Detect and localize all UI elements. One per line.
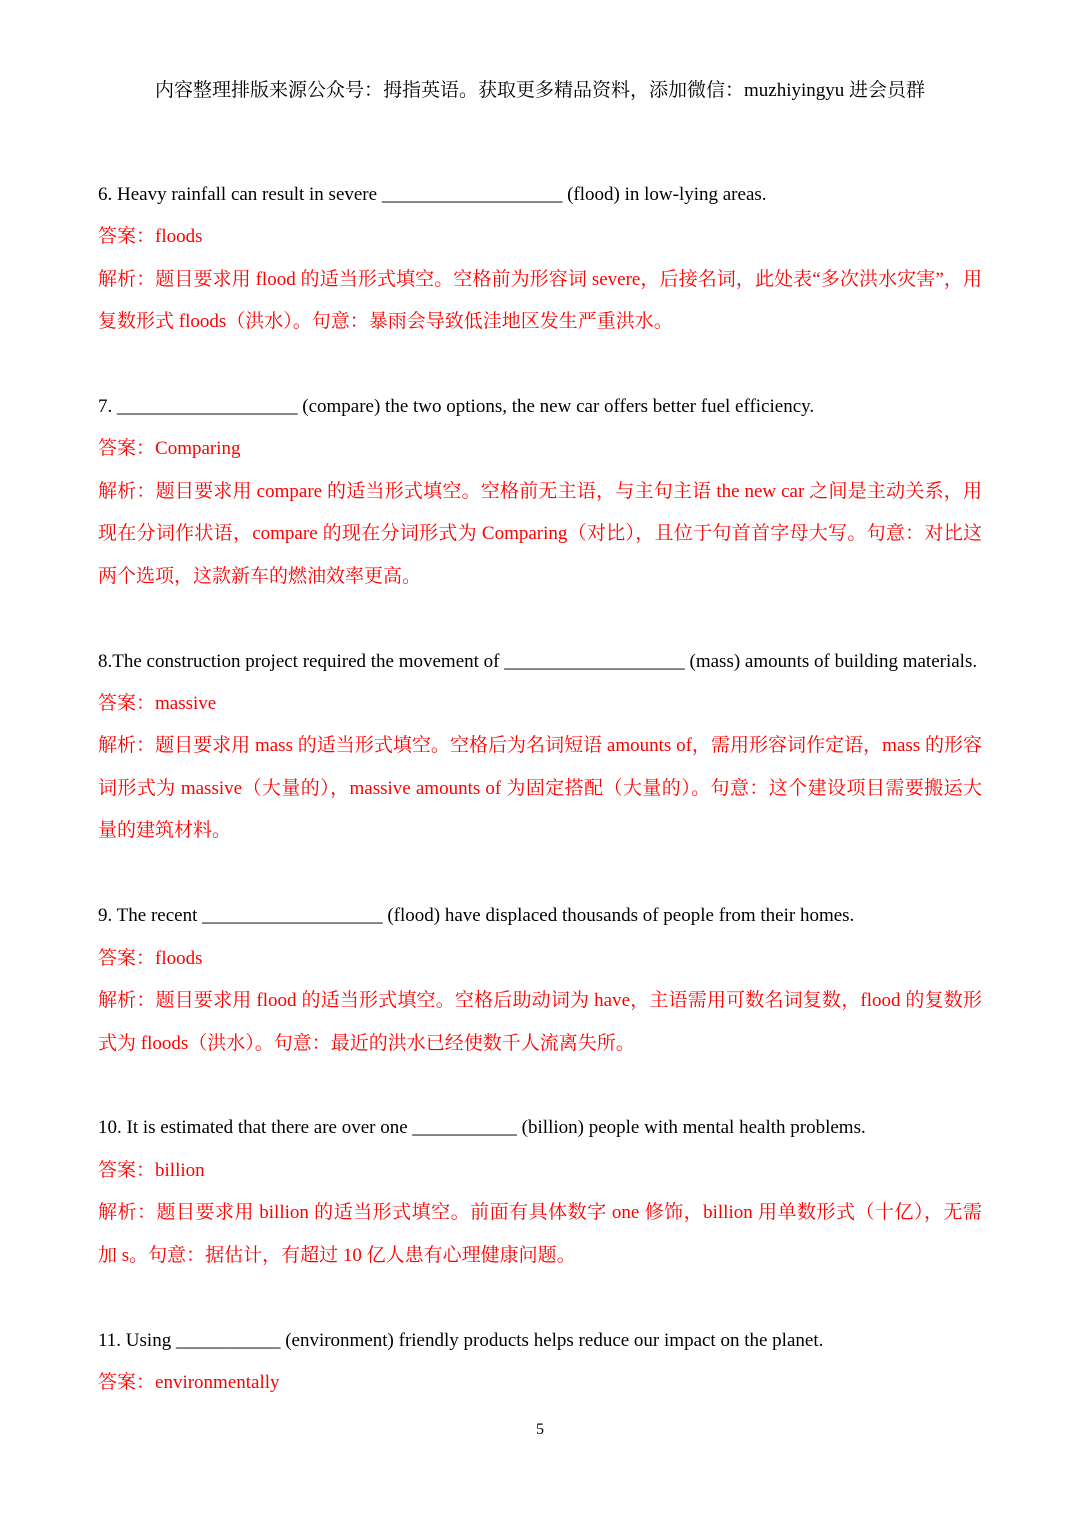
analysis-line: 解析：题目要求用 billion 的适当形式填空。前面有具体数字 one 修饰，billion 用单数形式（十亿），无需 — [98, 1202, 982, 1224]
answer-line — [98, 428, 982, 470]
analysis-line: 解析：题目要求用 flood 的适当形式填空。空格后助动词为 have，主语需用可数名词复数，flood 的复数形 — [98, 990, 982, 1012]
answer-label: 答案： — [98, 947, 156, 969]
analysis-line: 量的建筑材料。 — [98, 820, 232, 842]
answer-line — [98, 216, 982, 258]
answer-value: floods — [155, 226, 203, 248]
question-text: 7. ___________________ (compare) the two options, the new car offers better fuel efficiency. — [98, 395, 815, 417]
question-block-10 — [98, 1107, 982, 1277]
answer-value: floods — [155, 947, 203, 969]
answer-line — [98, 1150, 982, 1192]
question-block-9 — [98, 895, 982, 1065]
question-text: 10. It is estimated that there are over one ___________ (billion) people with mental health problems. — [98, 1117, 866, 1139]
question-block-7 — [98, 386, 982, 598]
answer-label: 答案： — [98, 693, 156, 715]
analysis-line: 解析：题目要求用 flood 的适当形式填空。空格前为形容词 severe，后接名词，此处表“多次洪水灾害”，用 — [98, 268, 982, 290]
analysis-line: 解析：题目要求用 compare 的适当形式填空。空格前无主语，与主句主语 the new car 之间是主动关系，用 — [98, 480, 982, 502]
exercise-list — [98, 174, 982, 1447]
answer-label: 答案： — [98, 226, 156, 248]
question-block-11 — [98, 1320, 982, 1405]
analysis-line: 解析：题目要求用 mass 的适当形式填空。空格后为名词短语 amounts of，需用形容词作定语，mass 的形容 — [98, 735, 982, 757]
question-block-6 — [98, 174, 982, 344]
answer-value: environmentally — [155, 1372, 280, 1394]
analysis-line: 式为 floods（洪水）。句意：最近的洪水已经使数千人流离失所。 — [98, 1032, 635, 1054]
question-text: 8.The construction project required the movement of ___________________ (mass) amounts of building materials. — [98, 650, 978, 672]
answer-label: 答案： — [98, 438, 156, 460]
source-header: 内容整理排版来源公众号：拇指英语。获取更多精品资料，添加微信：muzhiyingyu 进会员群 — [154, 80, 926, 101]
answer-line — [98, 683, 982, 725]
analysis-line: 加 s。句意：据估计，有超过 10 亿人患有心理健康问题。 — [98, 1244, 576, 1266]
question-text: 11. Using ___________ (environment) friendly products helps reduce our impact on the planet. — [98, 1329, 824, 1351]
answer-label: 答案： — [98, 1159, 156, 1181]
analysis-line: 词形式为 massive（大量的），massive amounts of 为固定搭配（大量的）。句意：这个建设项目需要搬运大 — [98, 777, 982, 799]
analysis-line: 复数形式 floods（洪水）。句意：暴雨会导致低洼地区发生严重洪水。 — [98, 311, 673, 333]
answer-line — [98, 1362, 982, 1404]
question-block-8 — [98, 641, 982, 853]
answer-value: Comparing — [155, 438, 241, 460]
answer-label: 答案： — [98, 1372, 156, 1394]
answer-value: massive — [155, 693, 217, 715]
analysis-line: 现在分词作状语，compare 的现在分词形式为 Comparing（对比），且位于句首首字母大写。句意：对比这 — [98, 523, 982, 545]
question-text: 6. Heavy rainfall can result in severe ___________________ (flood) in low-lying areas. — [98, 183, 767, 205]
page-number: 5 — [536, 1421, 544, 1438]
answer-value: billion — [155, 1159, 205, 1181]
analysis-line: 两个选项，这款新车的燃油效率更高。 — [98, 565, 422, 587]
question-text: 9. The recent ___________________ (flood) have displaced thousands of people from their homes. — [98, 905, 855, 927]
answer-line — [98, 938, 982, 980]
